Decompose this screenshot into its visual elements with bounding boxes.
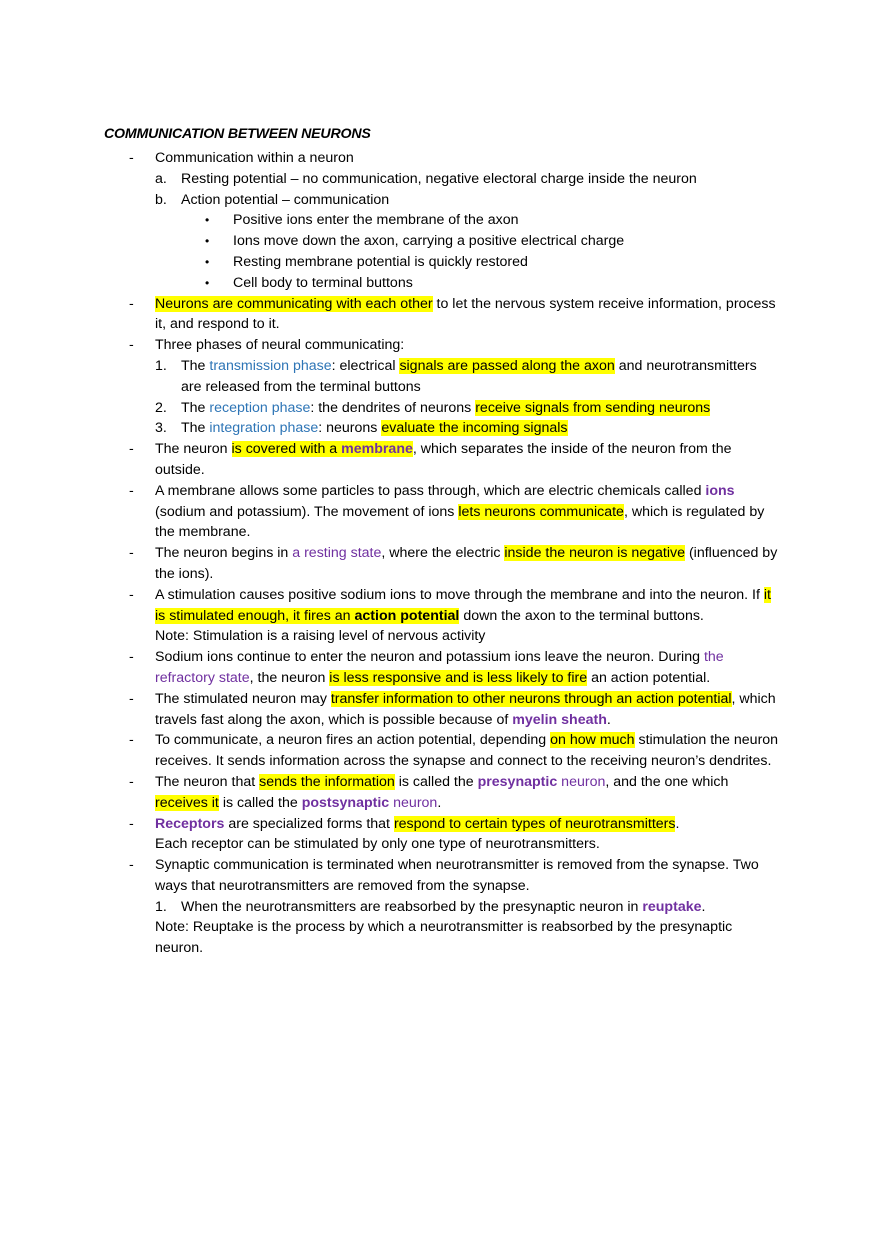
term-receptors: Receptors — [155, 815, 225, 832]
section-communication-within-neuron: - Communication within a neuron — [0, 148, 880, 169]
note-stimulation: Note: Stimulation is a raising level of nervous activity — [155, 628, 486, 645]
bullet-item: • Cell body to terminal buttons — [0, 273, 880, 294]
bullet-item: • Resting membrane potential is quickly restored — [0, 252, 880, 273]
term-membrane: membrane — [341, 441, 413, 458]
section-ions: - A membrane allows some particles to pass through, which are electric chemicals called ions (sodium and potassium). The movement of ions lets neurons communicate, which is regulated by the membrane. — [129, 482, 765, 541]
term-refractory-state: the refractory state — [155, 649, 724, 686]
section-to-communicate: - To communicate, a neuron fires an action potential, depending on how much stimulation the neuron receives. It sends information across the synapse and connect to the receiving neuron’s dendrites. — [129, 732, 779, 770]
termination-item-reuptake: 1. When the neurotransmitters are reabsorbed by the presynaptic neuron in reuptake. — [155, 898, 706, 915]
bullet-icon: • — [205, 234, 210, 249]
term-ions: ions — [705, 482, 735, 499]
term-resting-state: a resting state — [292, 545, 382, 562]
bullet-icon: • — [205, 254, 210, 269]
bullet-item: • Ions move down the axon, carrying a positive electrical charge — [0, 231, 880, 252]
document-body — [0, 148, 880, 959]
document-title: COMMUNICATION BETWEEN NEURONS — [104, 126, 371, 142]
term-action-potential: action potential — [354, 607, 460, 624]
phase-item-integration: 3. The integration phase: neurons evaluate the incoming signals — [155, 420, 568, 437]
term-reuptake: reuptake — [642, 898, 702, 915]
list-item-action-potential: b. Action potential – communication — [155, 191, 390, 208]
list-item-resting-potential: a. Resting potential – no communication, negative electoral charge inside the neuron — [155, 170, 697, 187]
section-resting-state: - The neuron begins in a resting state, where the electric inside the neuron is negative (influenced by the ions). — [129, 545, 778, 582]
bullet-item: • Positive ions enter the membrane of the axon — [0, 210, 880, 231]
section-refractory-state: - Sodium ions continue to enter the neuron and potassium ions leave the neuron. During the refractory state, the neuron is less responsive and is less likely to fire an action potential. — [129, 649, 724, 686]
term-postsynaptic: postsynaptic — [301, 794, 390, 811]
section-three-phases: - Three phases of neural communicating: — [129, 337, 405, 354]
phase-item-transmission: 1. The transmission phase: electrical signals are passed along the axon and neurotransmitters are released from the terminal buttons — [155, 357, 757, 395]
section-synaptic-termination: - Synaptic communication is terminated when neurotransmitter is removed from the synapse. Two ways that neurotransmitters are removed from the synapse. — [129, 857, 759, 894]
term-transmission-phase: transmission phase — [209, 357, 332, 374]
receptors-detail: Each receptor can be stimulated by only one type of neurotransmitters. — [155, 836, 600, 853]
section-stimulated-neuron: - The stimulated neuron may transfer information to other neurons through an action potential, which travels fast along the axon, which is possible because of myelin sheath. — [129, 690, 776, 728]
section-receptors: - Receptors are specialized forms that respond to certain types of neurotransmitters. — [129, 815, 680, 832]
term-reception-phase: reception phase — [209, 399, 311, 416]
dash-marker: - — [129, 150, 134, 166]
note-reuptake: Note: Reuptake is the process by which a neurotransmitter is reabsorbed by the presynaptic neuron. — [155, 919, 733, 957]
term-myelin-sheath: myelin sheath — [512, 711, 607, 728]
phase-item-reception: 2. The reception phase: the dendrites of neurons receive signals from sending neurons — [155, 399, 711, 416]
bullet-icon: • — [205, 275, 210, 290]
section-membrane: - The neuron is covered with a membrane, which separates the inside of the neuron from the outside. — [129, 441, 732, 478]
term-integration-phase: integration phase — [209, 420, 319, 437]
section-neurons-communicating: - Neurons are communicating with each other to let the nervous system receive information, process it, and respond to it. — [129, 295, 776, 333]
section-presynaptic-postsynaptic: - The neuron that sends the information is called the presynaptic neuron, and the one which receives it is called the postsynaptic neuron. — [129, 773, 729, 811]
section-stimulation: - A stimulation causes positive sodium ions to move through the membrane and into the neuron. If it is stimulated enough, it fires an action potential down the axon to the terminal buttons. — [129, 586, 771, 624]
bullet-icon: • — [205, 213, 210, 228]
term-presynaptic: presynaptic — [477, 773, 558, 790]
